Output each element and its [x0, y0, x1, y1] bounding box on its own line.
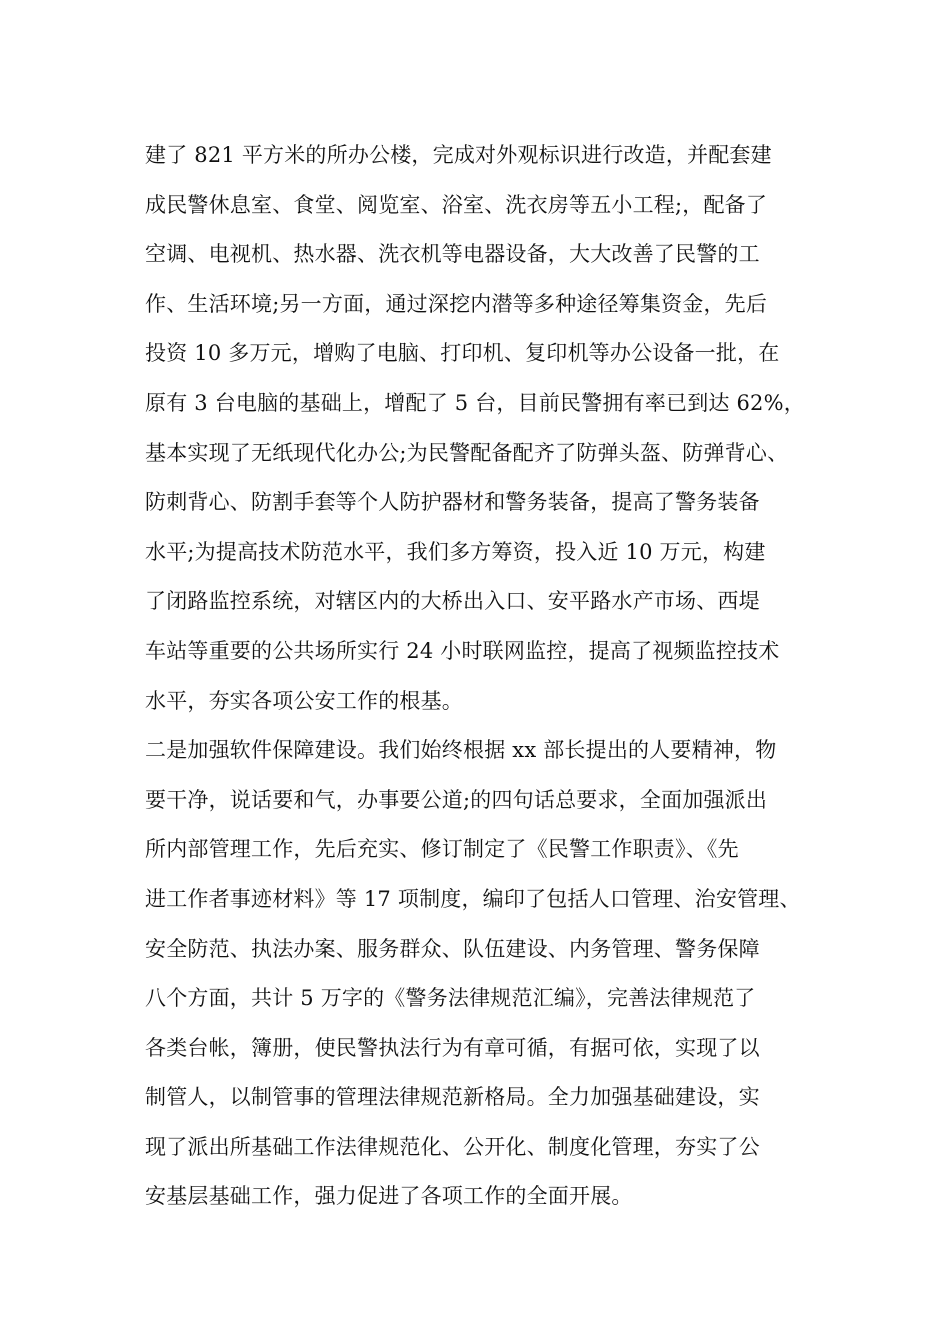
text-line: 防刺背心、防割手套等个人防护器材和警务装备，提高了警务装备: [145, 490, 760, 515]
text-line: 成民警休息室、食堂、阅览室、浴室、洗衣房等五小工程;，配备了: [145, 192, 768, 217]
text-line: 水平;为提高技术防范水平，我们多方筹资，投入近 10 万元，构建: [145, 539, 766, 564]
text-line: 空调、电视机、热水器、洗衣机等电器设备，大大改善了民警的工: [145, 242, 760, 267]
text-line: 安基层基础工作，强力促进了各项工作的全面开展。: [145, 1184, 633, 1209]
text-line: 作、生活环境;另一方面，通过深挖内潜等多种途径筹集资金，先后: [145, 291, 768, 316]
text-line: 建了 821 平方米的所办公楼，完成对外观标识进行改造，并配套建: [145, 143, 772, 167]
text-line: 原有 3 台电脑的基础上，增配了 5 台，目前民警拥有率已到达 62%，: [145, 390, 805, 415]
text-line: 水平，夯实各项公安工作的根基。: [145, 688, 463, 713]
text-line: 制管人，以制管事的管理法律规范新格局。全力加强基础建设，实: [145, 1085, 760, 1110]
paragraph-start-line: 二是加强软件保障建设。我们始终根据 xx 部长提出的人要精神，物: [145, 738, 777, 763]
text-line: 安全防范、执法办案、服务群众、队伍建设、内务管理、警务保障: [145, 936, 760, 961]
text-line: 各类台帐，簿册，使民警执法行为有章可循，有据可依，实现了以: [145, 1035, 760, 1060]
text-line: 了闭路监控系统，对辖区内的大桥出入口、安平路水产市场、西堤: [145, 589, 760, 614]
text-line: 投资 10 多万元，增购了电脑、打印机、复印机等办公设备一批，在: [145, 341, 780, 366]
text-line: 车站等重要的公共场所实行 24 小时联网监控，提高了视频监控技术: [145, 638, 780, 663]
text-line: 要干净，说话要和气，办事要公道;的四句话总要求，全面加强派出: [145, 787, 768, 812]
text-line: 所内部管理工作，先后充实、修订制定了《民警工作职责》、《先: [145, 837, 739, 862]
text-line: 现了派出所基础工作法律规范化、公开化、制度化管理，夯实了公: [145, 1134, 760, 1159]
text-line: 进工作者事迹材料》等 17 项制度，编印了包括人口管理、治安管理、: [145, 886, 801, 911]
text-line: 基本实现了无纸现代化办公;为民警配备配齐了防弹头盔、防弹背心、: [145, 440, 789, 465]
body-text: [145, 131, 825, 1222]
text-line: 八个方面，共计 5 万字的《警务法律规范汇编》，完善法律规范了: [145, 986, 756, 1011]
